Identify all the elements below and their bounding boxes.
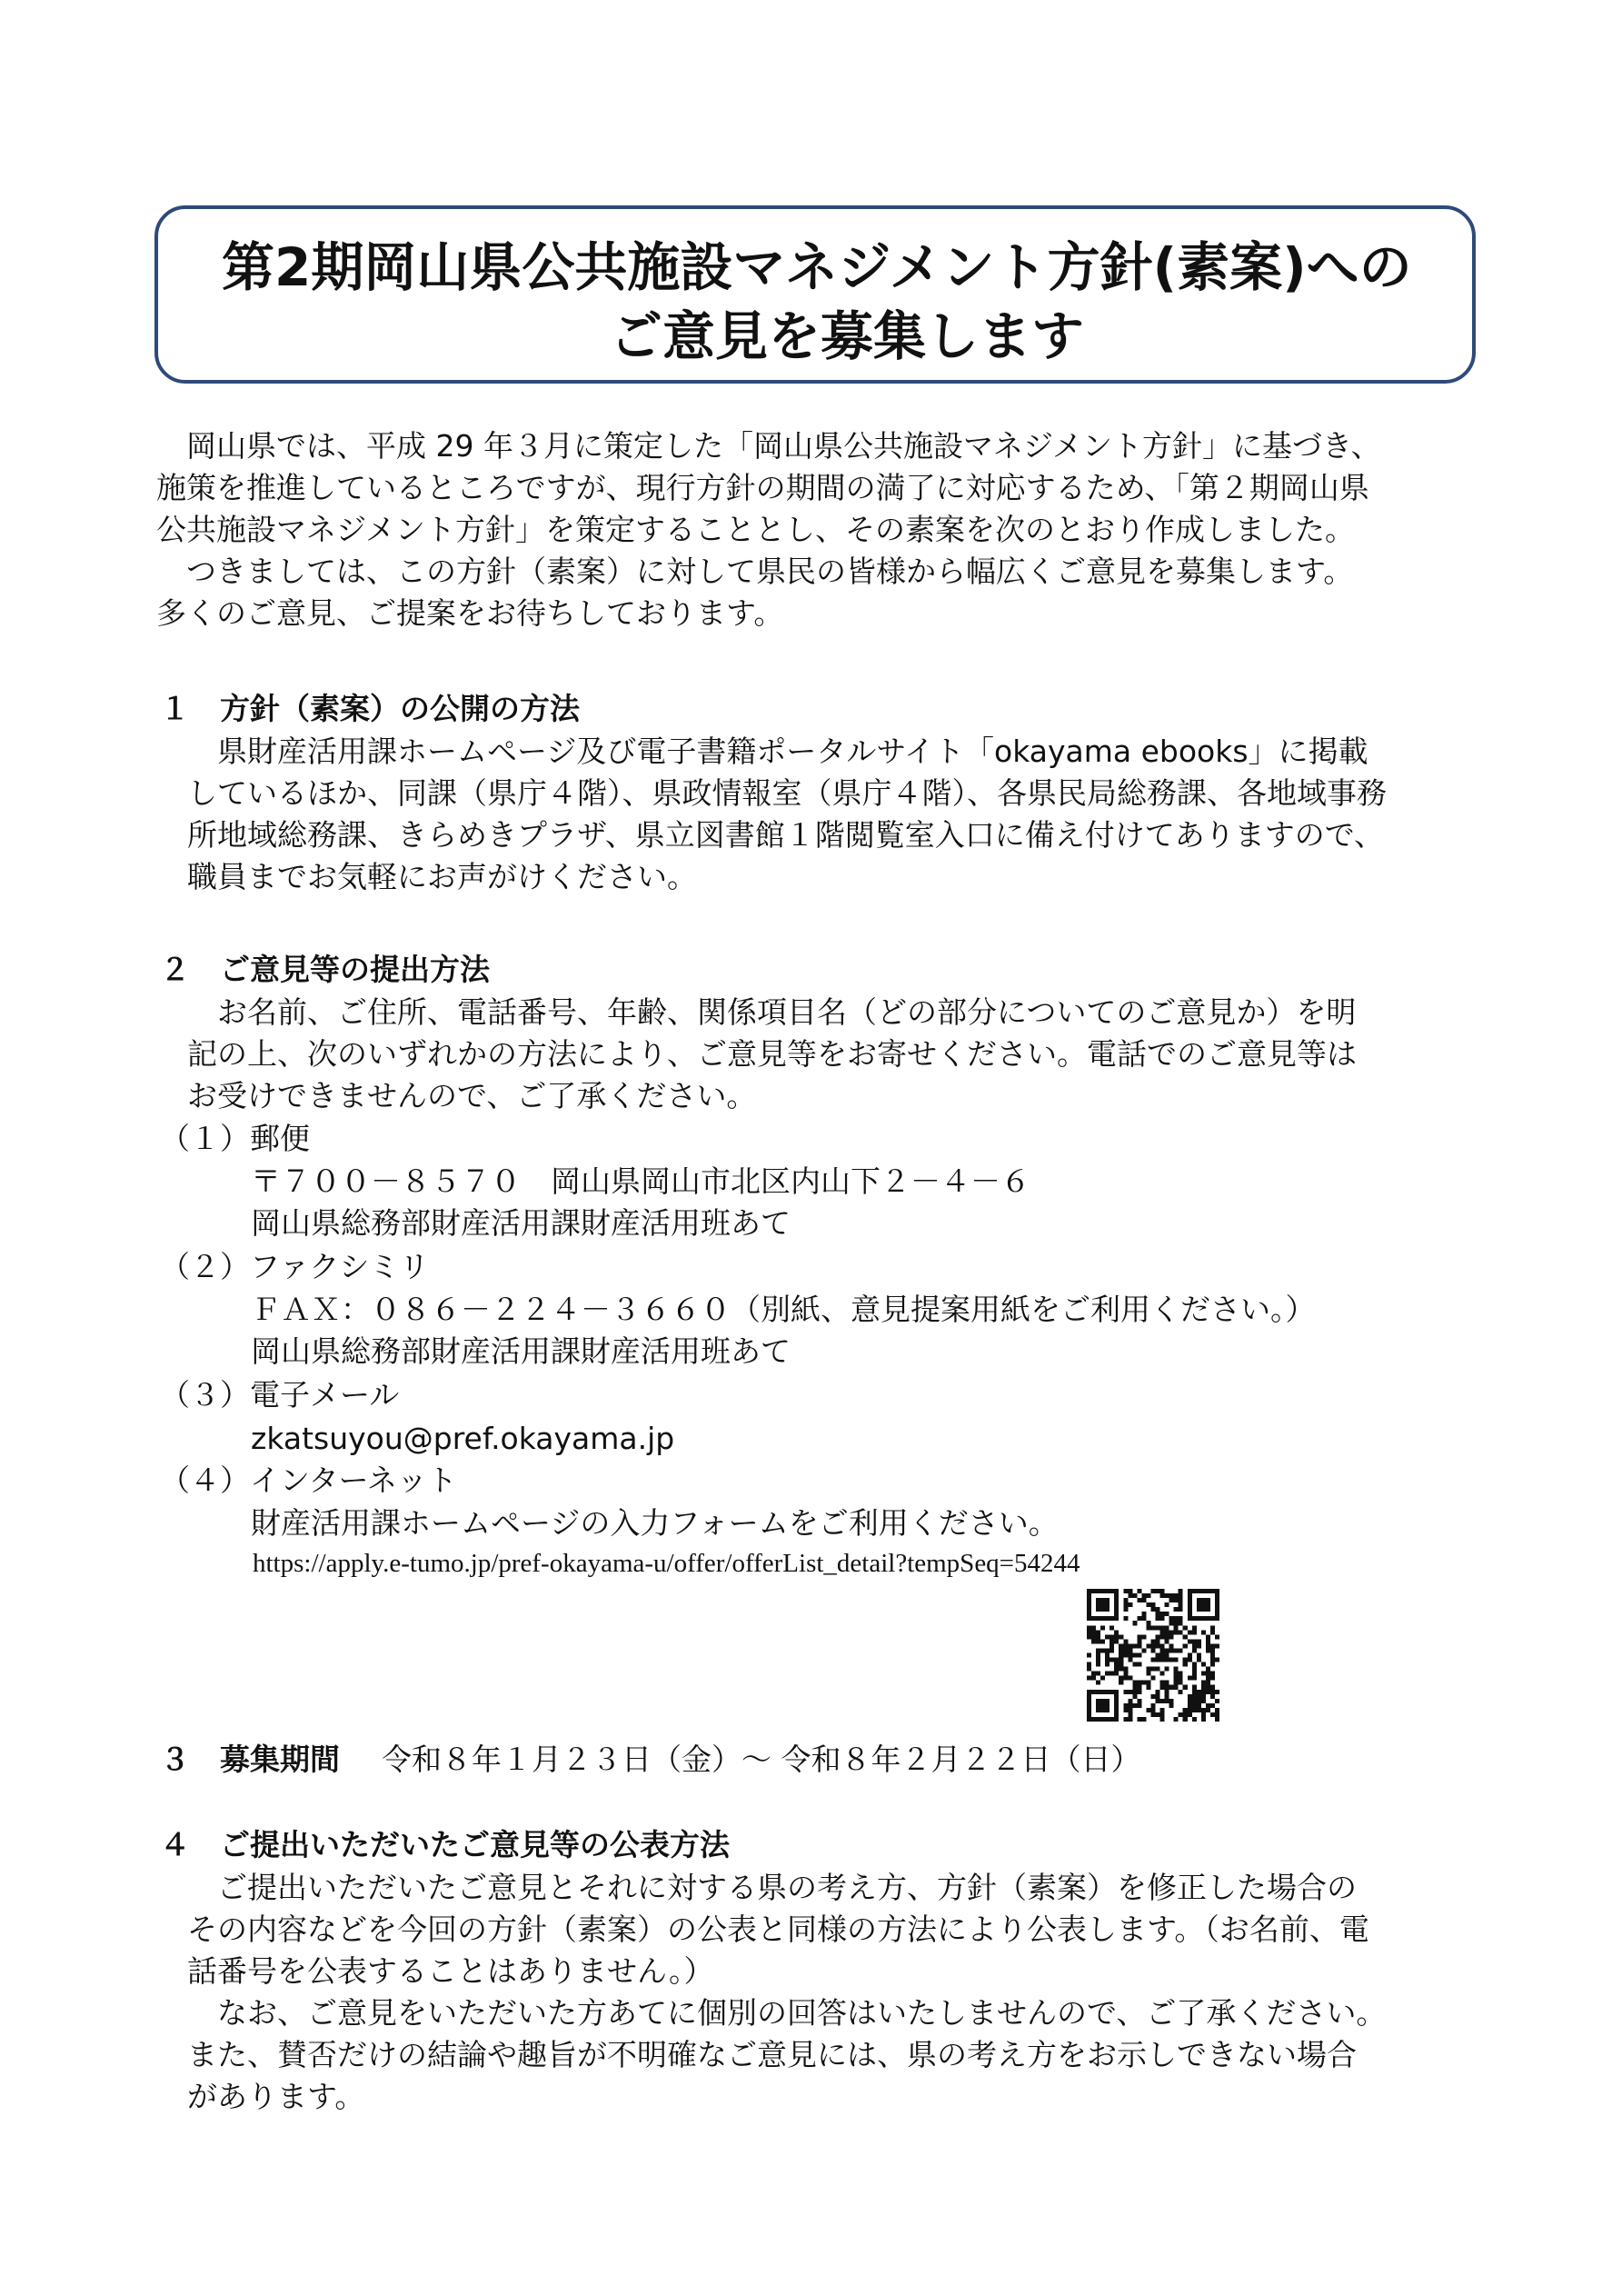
intro-line: つきましては、この方針（素案）に対して県民の皆様から幅広くご意見を募集します。 <box>156 554 1354 589</box>
section1-heading: １ 方針（素案）の公開の方法 <box>160 691 580 726</box>
method-label-mail: （１）郵便 <box>160 1121 310 1156</box>
intro-line: 多くのご意見、ご提案をお待ちしております。 <box>156 595 784 631</box>
section1-line: 職員までお気軽にお声がけください。 <box>187 859 697 894</box>
fax-number: ＦＡＸ：０８６－２２４－３６６０（別紙、意見提案用紙をご利用ください。） <box>251 1292 1316 1327</box>
section2-line: お名前、ご住所、電話番号、年齢、関係項目名（どの部分についてのご意見か）を明 <box>187 994 1357 1030</box>
method-label-email: （３）電子メール <box>160 1377 400 1413</box>
email-address[interactable]: zkatsuyou@pref.okayama.jp <box>251 1421 675 1456</box>
section4-line: なお、ご意見をいただいた方あてに個別の回答はいたしませんので、ご了承ください。 <box>187 1995 1387 2031</box>
internet-instruction: 財産活用課ホームページの入力フォームをご利用ください。 <box>251 1505 1059 1541</box>
section2-line: 記の上、次のいずれかの方法により、ご意見等をお寄せください。電話でのご意見等は <box>187 1036 1357 1072</box>
section2-heading: ２ ご意見等の提出方法 <box>160 952 490 987</box>
section1-line: 県財産活用課ホームページ及び電子書籍ポータルサイト「okayama ebooks」に掲載 <box>187 734 1368 769</box>
section3-heading: ３ 募集期間 <box>160 1742 340 1777</box>
section4-line: ご提出いただいたご意見とそれに対する県の考え方、方針（素案）を修正した場合の <box>187 1870 1357 1905</box>
section4-line: があります。 <box>187 2079 365 2114</box>
postal-recipient: 岡山県総務部財産活用課財産活用班あて <box>251 1205 791 1241</box>
section4-line: その内容などを今回の方針（素案）の公表と同様の方法により公表します。（お名前、電 <box>187 1912 1369 1947</box>
section2-line: お受けできませんので、ご了承ください。 <box>187 1078 757 1113</box>
section4-heading: ４ ご提出いただいたご意見等の公表方法 <box>160 1827 730 1862</box>
section4-line: 話番号を公表することはありません。） <box>187 1953 714 1989</box>
postal-address: 〒７００－８５７０ 岡山県岡山市北区内山下２－４－６ <box>251 1163 1030 1199</box>
qr-code-icon[interactable] <box>1087 1589 1219 1722</box>
intro-line: 施策を推進しているところですが、現行方針の期間の満了に対応するため、「第２期岡山県 <box>156 470 1369 505</box>
form-url-link[interactable]: https://apply.e-tumo.jp/pref-okayama-u/offer/offerList_detail?tempSeq=54244 <box>253 1549 1080 1578</box>
section1-line: しているほか、同課（県庁４階）、県政情報室（県庁４階）、各県民局総務課、各地域事務 <box>187 775 1387 811</box>
page-title: 第2期岡山県公共施設マネジメント方針(素案)への <box>222 236 1412 298</box>
intro-line: 岡山県では、平成 29 年３月に策定した「岡山県公共施設マネジメント方針」に基づき、 <box>156 428 1381 464</box>
fax-recipient: 岡山県総務部財産活用課財産活用班あて <box>251 1333 791 1369</box>
section1-line: 所地域総務課、きらめきプラザ、県立図書館１階閲覧室入口に備え付けてありますので、 <box>187 817 1385 853</box>
application-period: 令和８年１月２３日（金）～ 令和８年２月２２日（日） <box>382 1742 1141 1777</box>
method-label-fax: （２）ファクシミリ <box>160 1249 430 1284</box>
title-box <box>154 205 1476 384</box>
section4-line: また、賛否だけの結論や趣旨が不明確なご意見には、県の考え方をお示しできない場合 <box>187 2037 1357 2072</box>
page-subtitle: ご意見を募集します <box>609 305 1084 367</box>
method-label-internet: （４）インターネット <box>160 1462 458 1498</box>
intro-line: 公共施設マネジメント方針」を策定することとし、その素案を次のとおり作成しました。 <box>156 512 1356 547</box>
